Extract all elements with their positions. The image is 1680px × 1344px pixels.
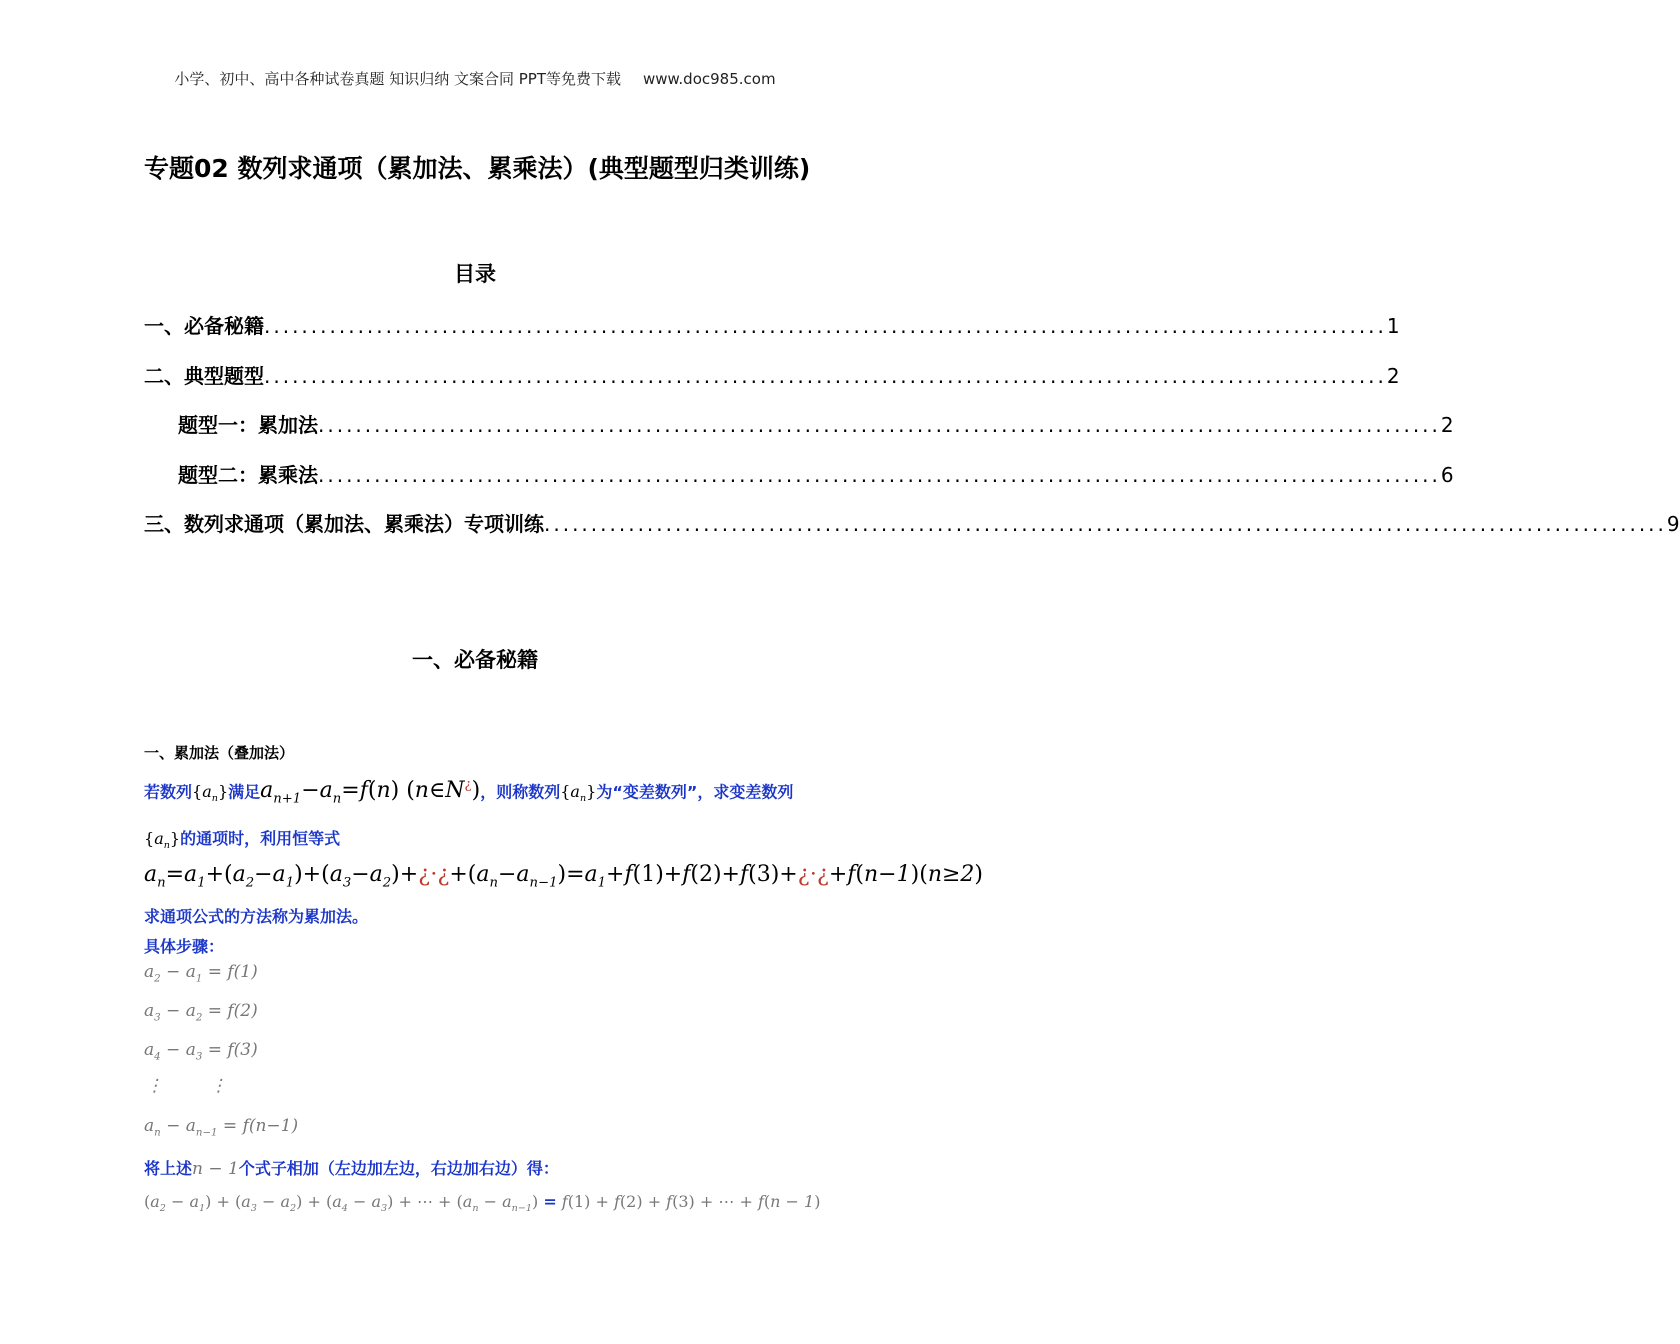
- toc-item[interactable]: [178, 459, 1454, 489]
- toc-leader: [264, 364, 1387, 388]
- formula-an-set: $\{a_n\}$: [560, 782, 597, 805]
- toc-item-page: 9: [1666, 512, 1680, 536]
- toc-leader: [318, 413, 1441, 437]
- identity-formula: $a_n=a_1+(a_2-a_1)+(a_3-a_2)+¿\cdot¿+(a_n-a_{n-1})=a_1+f(1)+f(2)+f(3)+¿\cdot¿+f(n-1)(n\ge 2)$: [144, 862, 984, 891]
- text-add-pre: 将上述: [144, 1159, 193, 1178]
- vdots-left: ⋮: [146, 1076, 163, 1096]
- toc-item-page: 1: [1386, 314, 1400, 338]
- toc-leader: [318, 463, 1441, 487]
- definition-line: [144, 778, 793, 807]
- section-heading: 一、必备秘籍: [412, 648, 538, 672]
- formula-recurrence: $a_{n+1}-a_n=f(n)$ (n∈N¿): [260, 778, 481, 807]
- toc-item-label: 二、典型题型: [144, 364, 264, 388]
- toc-heading: 目录: [454, 262, 496, 286]
- step-equation: $a_3 - a_2 = f(2)$: [144, 1001, 258, 1024]
- text-general: 的通项时，利用恒等式: [180, 829, 341, 848]
- formula-n-minus-1: n − 1: [192, 1159, 239, 1179]
- toc-leader: [264, 314, 1387, 338]
- document-title: 专题02 数列求通项（累加法、累乘法）(典型题型归类训练): [144, 154, 811, 183]
- step-equation: $a_2 - a_1 = f(1)$: [144, 962, 258, 985]
- vdots-right: ⋮: [210, 1076, 227, 1096]
- sum-formula: $(a_2 - a_1) + (a_3 - a_2) + (a_4 - a_3)$ + ⋯ + $(a_n - a_{n-1}) = f(1) + f(2) + f(3)$ + ⋯ + f(n − 1): [144, 1192, 821, 1215]
- steps-label: 具体步骤：: [144, 937, 225, 956]
- toc-item[interactable]: [178, 409, 1454, 439]
- toc-item-label: 一、必备秘籍: [144, 314, 264, 338]
- toc-item-page: 2: [1386, 364, 1400, 388]
- toc-item[interactable]: [144, 360, 1400, 390]
- toc-item-label: 题型二：累乘法: [178, 463, 318, 487]
- text-satisfy: 满足: [228, 782, 261, 802]
- header-site-link[interactable]: www.doc985.com: [642, 70, 776, 88]
- page-header: [0, 68, 950, 89]
- toc-item-page: 6: [1440, 463, 1454, 487]
- formula-an-set: $\{a_n\}$: [192, 782, 229, 805]
- subsection-heading: 一、累加法（叠加法）: [144, 744, 295, 762]
- text-add-post: 个式子相加（左边加左边，右边加右边）得：: [238, 1159, 559, 1178]
- toc-item[interactable]: [144, 310, 1400, 340]
- text-then: ，则称数列: [480, 782, 561, 802]
- method-line: 求通项公式的方法称为累加法。: [144, 907, 369, 926]
- step-equation: $a_4 - a_3 = f(3)$: [144, 1040, 258, 1063]
- text-if: 若数列: [144, 782, 193, 802]
- text-called: 为“变差数列”，求变差数列: [596, 782, 794, 802]
- toc-item-label: 三、数列求通项（累加法、累乘法）专项训练: [144, 512, 544, 536]
- step-equation-last: $a_n - a_{n-1} = f(n-1)$: [144, 1116, 299, 1139]
- formula-an-set: $\{a_n\}$: [144, 829, 181, 852]
- sum-intro-line: [144, 1156, 559, 1179]
- identity-intro-line: [144, 826, 340, 851]
- toc-item[interactable]: [144, 508, 1680, 538]
- header-text: 小学、初中、高中各种试卷真题 知识归纳 文案合同 PPT等免费下载: [174, 70, 621, 88]
- toc-item-page: 2: [1440, 413, 1454, 437]
- toc-item-label: 题型一：累加法: [178, 413, 318, 437]
- toc-leader: [544, 512, 1667, 536]
